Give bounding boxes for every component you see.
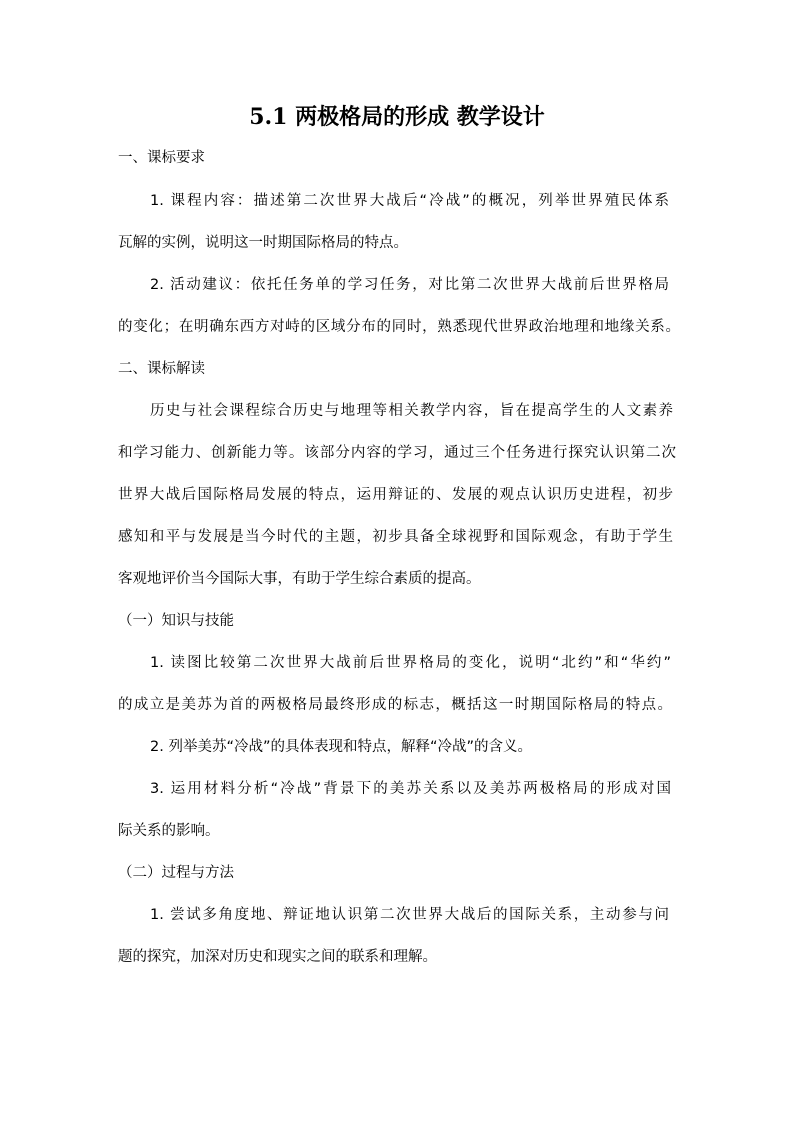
paragraph-line: 的成立是美苏为首的两极格局最终形成的标志，概括这一时期国际格局的特点。 — [118, 697, 672, 713]
paragraph-line: 世界大战后国际格局发展的特点，运用辩证的、发展的观点认识历史进程，初步 — [118, 487, 673, 503]
paragraph-line: 历史与社会课程综合历史与地理等相关教学内容，旨在提高学生的人文素养 — [150, 403, 673, 419]
section-heading: 二、课标解读 — [118, 361, 205, 377]
paragraph-line: 1. 尝试多角度地、辩证地认识第二次世界大战后的国际关系，主动参与问 — [150, 907, 669, 923]
paragraph-line: 2. 活动建议：依托任务单的学习任务，对比第二次世界大战前后世界格局 — [150, 277, 669, 293]
paragraph-line: 3. 运用材料分析“冷战”背景下的美苏关系以及美苏两极格局的形成对国 — [150, 781, 671, 797]
paragraph-line: 客观地评价当今国际大事，有助于学生综合素质的提高。 — [118, 571, 481, 587]
paragraph-line: 际关系的影响。 — [118, 823, 220, 839]
paragraph-line: 题的探究，加深对历史和现实之间的联系和理解。 — [118, 949, 437, 965]
paragraph-line: 的变化；在明确东西方对峙的区域分布的同时，熟悉现代世界政治地理和地缘关系。 — [118, 319, 680, 335]
subsection-heading: （二）过程与方法 — [118, 865, 234, 881]
section-heading: 一、课标要求 — [118, 150, 205, 166]
document-title: 5.1 两极格局的形成 教学设计 — [249, 104, 545, 130]
paragraph-line: 感知和平与发展是当今时代的主题，初步具备全球视野和国际观念，有助于学生 — [118, 529, 673, 545]
paragraph-line: 1. 课程内容：描述第二次世界大战后“冷战”的概况，列举世界殖民体系 — [150, 193, 669, 209]
subsection-heading: （一）知识与技能 — [118, 613, 234, 629]
paragraph-line: 瓦解的实例，说明这一时期国际格局的特点。 — [118, 235, 408, 251]
paragraph-line: 1. 读图比较第二次世界大战前后世界格局的变化，说明“北约”和“华约” — [150, 655, 671, 671]
paragraph-line: 2. 列举美苏“冷战”的具体表现和特点，解释“冷战”的含义。 — [150, 739, 532, 755]
paragraph-line: 和学习能力、创新能力等。该部分内容的学习，通过三个任务进行探究认识第二次 — [118, 445, 676, 461]
